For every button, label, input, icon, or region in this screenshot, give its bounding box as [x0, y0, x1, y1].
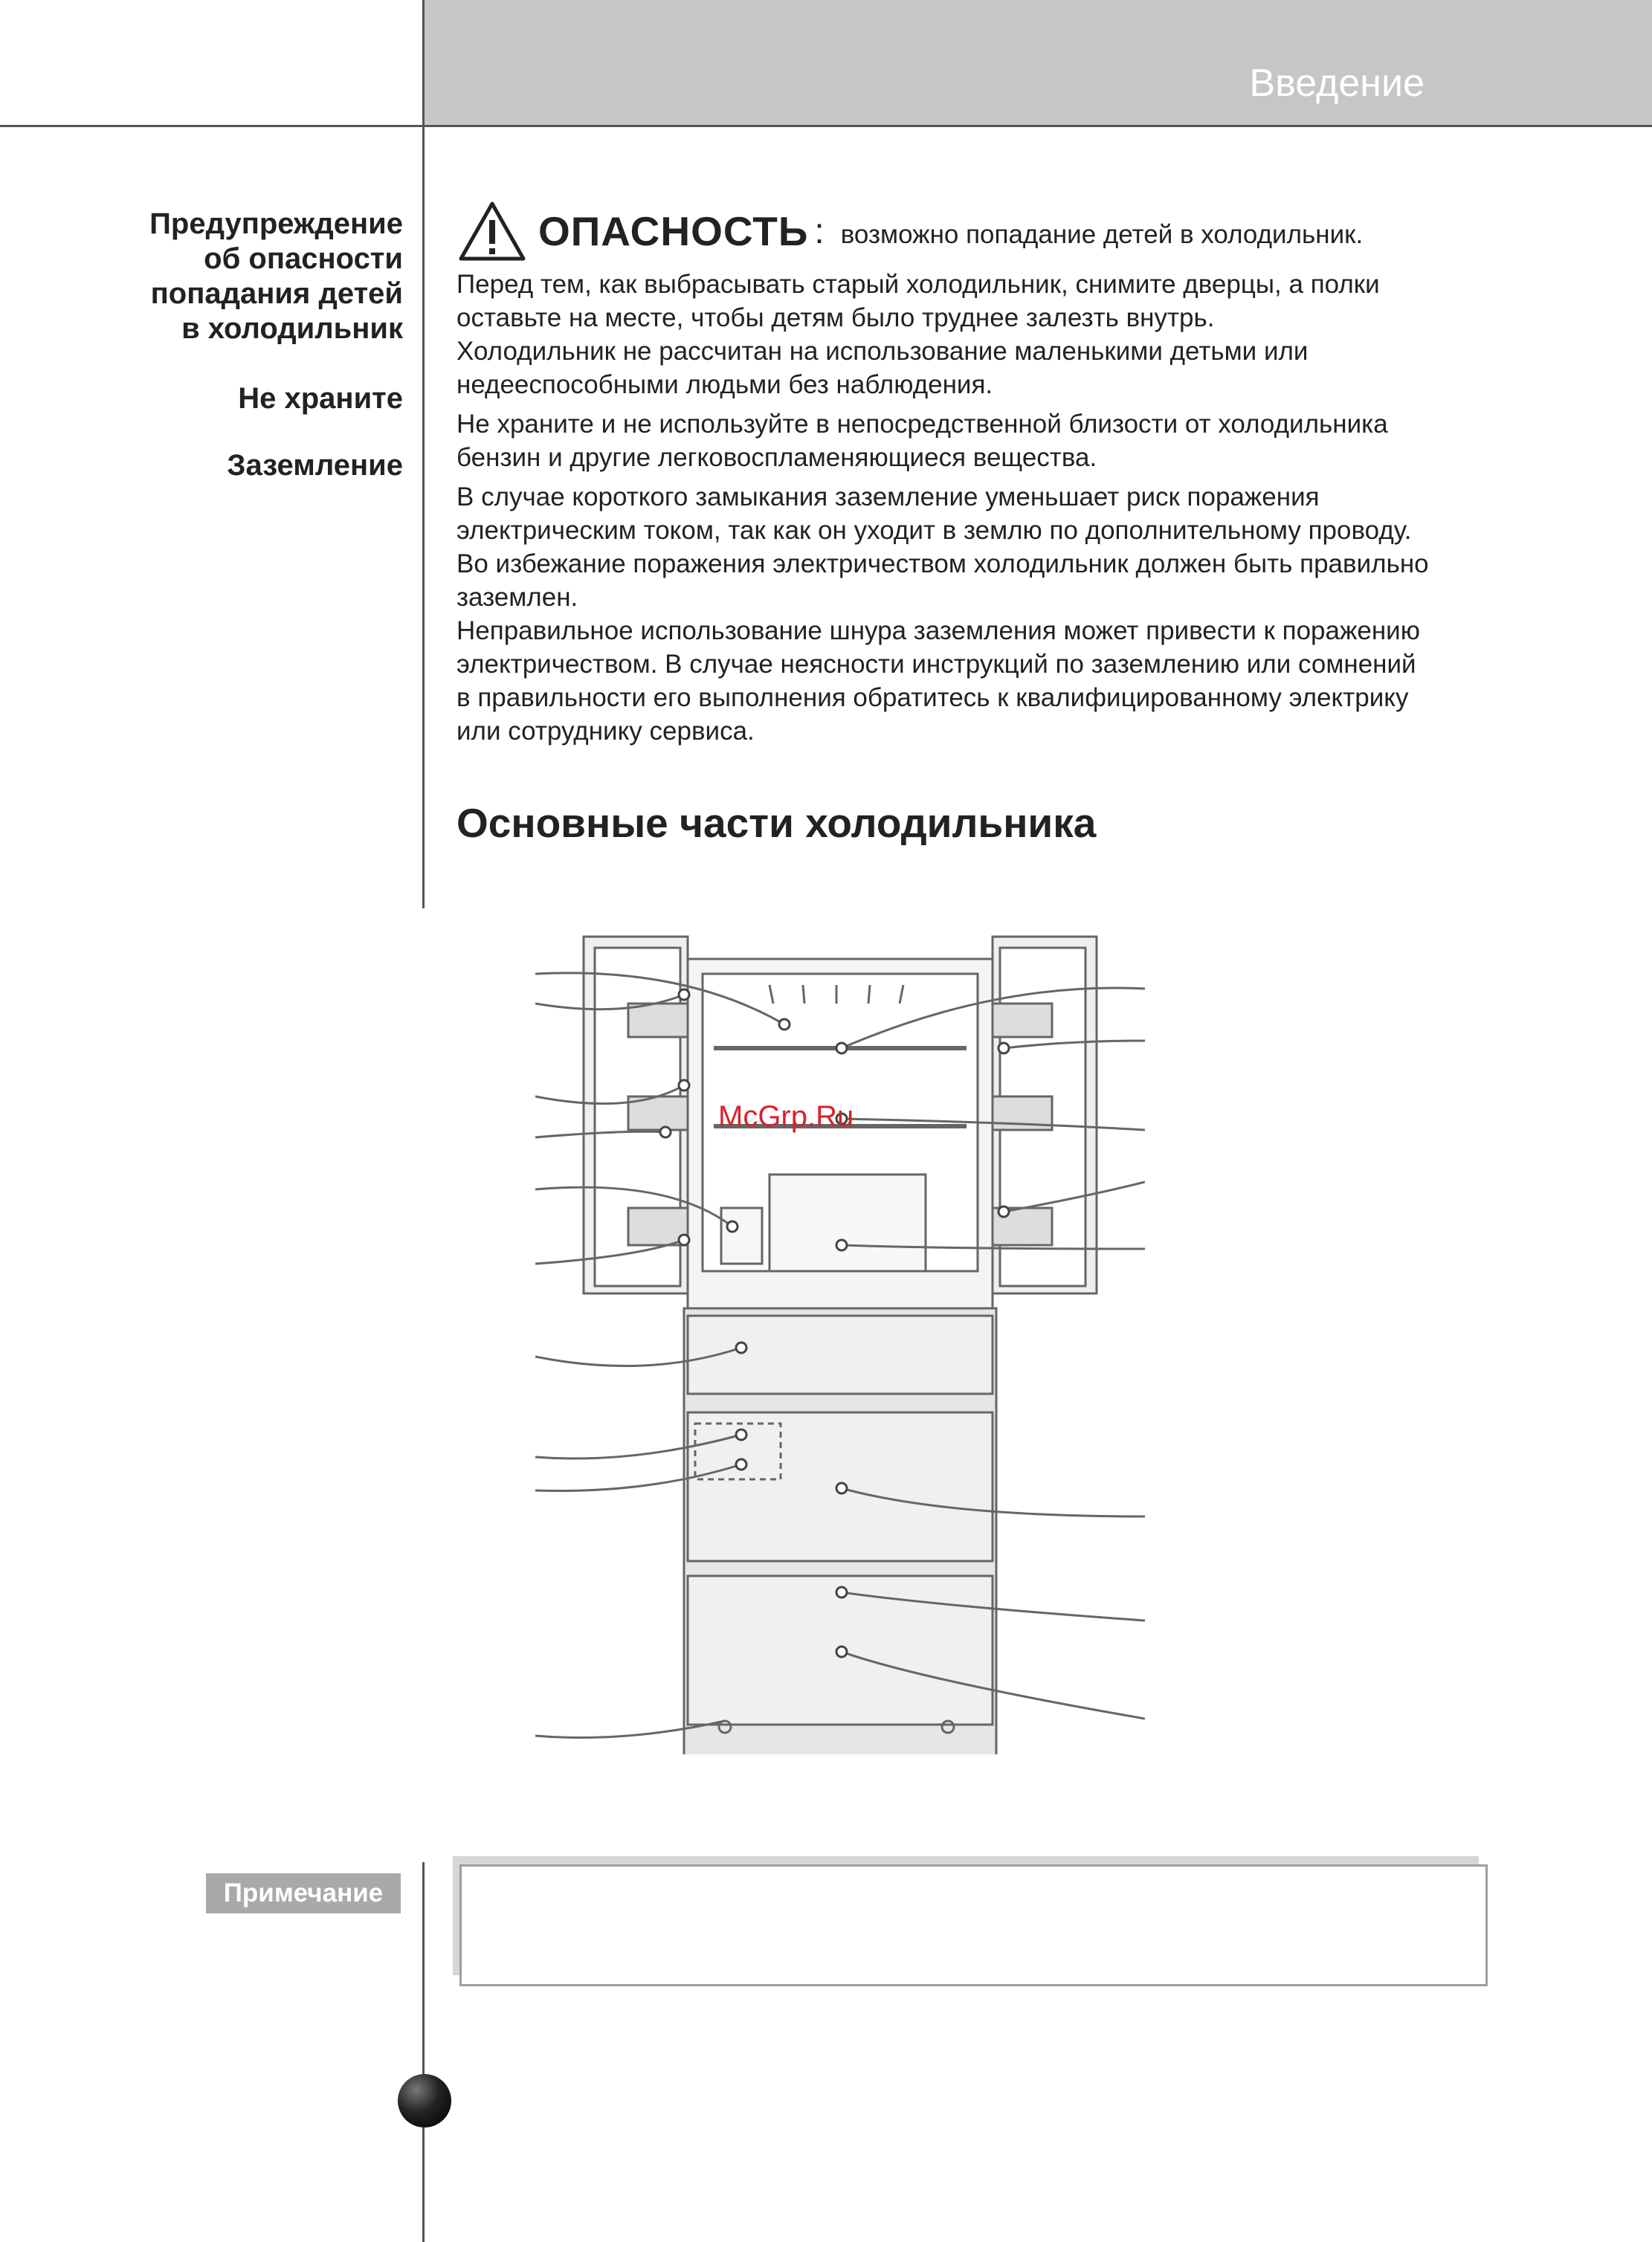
danger-colon: :: [814, 211, 825, 251]
paragraph-storage: Не храните и не используйте в непосредственной близости от холодильника бензин и другие легковоспламеняющиеся вещества.: [456, 410, 1388, 472]
paragraph-children: Перед тем, как выбрасывать старый холодильник, снимите дверцы, а полки оставьте на месте, чтобы детям было труднее залезть внутрь. Холодильник не рассчитан на использование маленькими детьми или недееспособными людьми без наблюдения.: [456, 270, 1380, 399]
danger-text: возможно попадание детей в холодильник.: [840, 220, 1364, 249]
warning-triangle-icon: [456, 199, 528, 263]
header-bar: [425, 0, 1652, 125]
side-heading-grounding: Заземление: [227, 449, 403, 482]
column-divider-top: [422, 0, 425, 908]
column-divider-bottom: [422, 1862, 425, 2242]
danger-title: ОПАСНОСТЬ: [538, 208, 809, 254]
page-marker-circle: [398, 2074, 451, 2128]
refrigerator-parts-diagram: [535, 929, 1145, 1754]
paragraph-grounding: В случае короткого замыкания заземление уменьшает риск поражения электрическим током, так как он уходит в землю по дополнительному проводу. Во избежание поражения электричеством холодильник должен быть правильно заземлен. Неправильное использование шнура заземления может привести к поражению электричеством. В случае неясности инструкций по заземлению или сомнений в правильности его выполнения обратитесь к квалифицированному электрику или сотруднику сервиса.: [456, 482, 1429, 746]
watermark-text: McGrp.Ru: [718, 1100, 854, 1133]
header-divider: [0, 125, 1652, 127]
danger-warning: [456, 199, 1363, 263]
page-header-title: Введение: [1249, 62, 1424, 105]
side-heading-do-not-store: Не храните: [238, 382, 403, 415]
note-box: [459, 1864, 1488, 1986]
note-label: Примечание: [206, 1873, 401, 1913]
section-title: Основные части холодильника: [456, 800, 1097, 846]
side-heading-child-danger: Предупреждение об опасности попадания детей в холодильник: [149, 207, 403, 345]
